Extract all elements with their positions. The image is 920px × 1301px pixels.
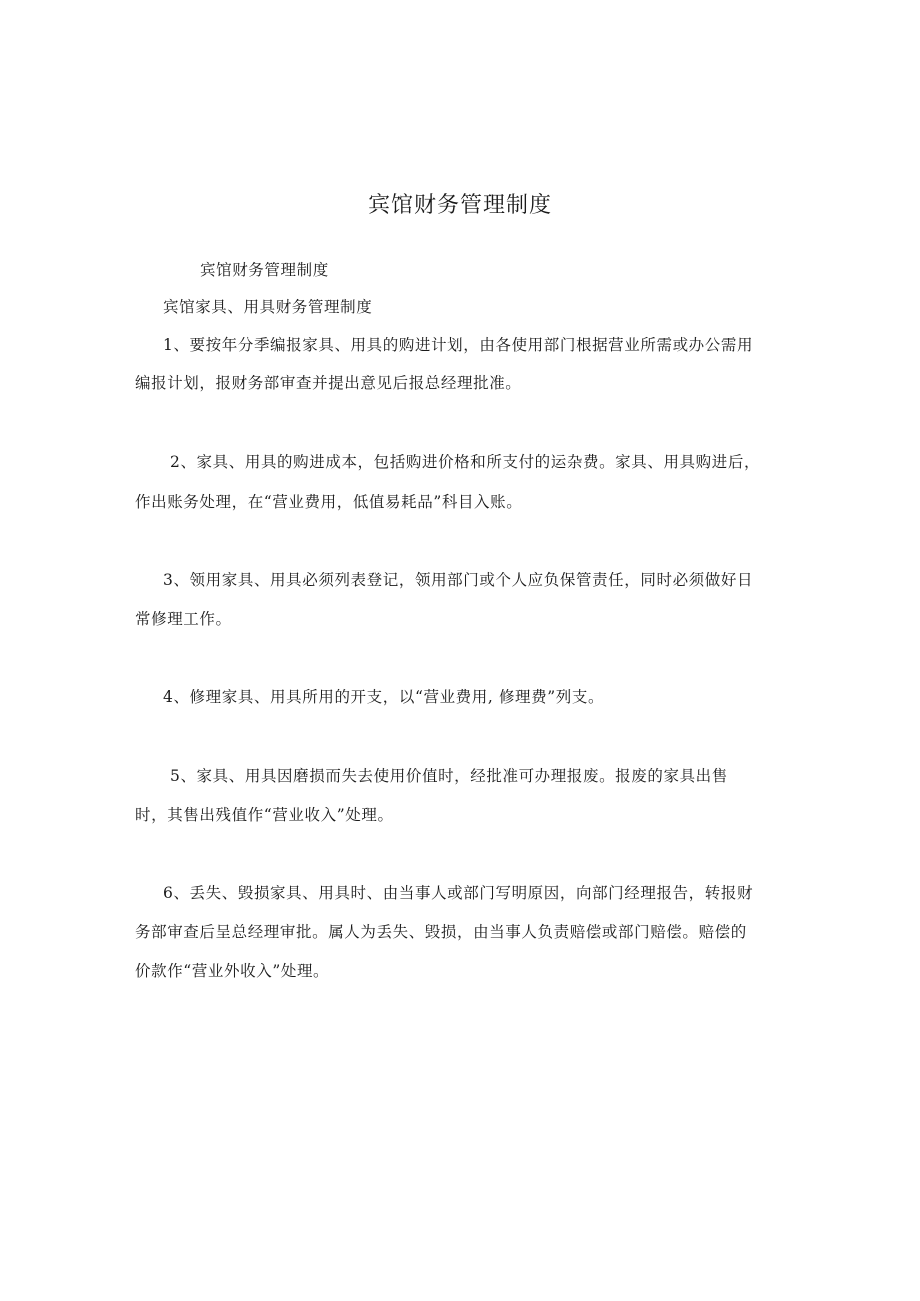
document-subtitle: 宾馆财务管理制度 — [200, 261, 329, 279]
item-line: 作出账务处理，在“营业费用，低值易耗品”科目入账。 — [135, 493, 523, 511]
item-line: 5、家具、用具因磨损而失去使用价值时，经批准可办理报废。报废的家具出售 — [170, 767, 728, 785]
section-heading: 宾馆家具、用具财务管理制度 — [163, 298, 373, 316]
item-line: 2、家具、用具的购进成本，包括购进价格和所支付的运杂费。家具、用具购进后， — [170, 453, 761, 471]
item-line: 6、丢失、毁损家具、用具时、由当事人或部门写明原因，向部门经理报告，转报财 — [163, 884, 754, 902]
item-line: 1、要按年分季编报家具、用具的购进计划，由各使用部门根据营业所需或办公需用 — [163, 336, 754, 354]
item-line: 价款作“营业外收入”处理。 — [135, 962, 330, 980]
item-line: 时，其售出残值作“营业收入”处理。 — [135, 806, 394, 824]
item-line: 4、修理家具、用具所用的开支，以“营业费用, 修理费”列支。 — [163, 688, 605, 706]
item-line: 务部审查后呈总经理审批。属人为丢失、毁损，由当事人负责赔偿或部门赔偿。赔偿的 — [135, 923, 747, 941]
item-line: 3、领用家具、用具必须列表登记，领用部门或个人应负保管责任，同时必须做好日 — [163, 571, 754, 589]
document-title: 宾馆财务管理制度 — [367, 193, 552, 218]
item-line: 常修理工作。 — [135, 610, 232, 628]
item-line: 编报计划，报财务部审查并提出意见后报总经理批准。 — [135, 374, 522, 392]
